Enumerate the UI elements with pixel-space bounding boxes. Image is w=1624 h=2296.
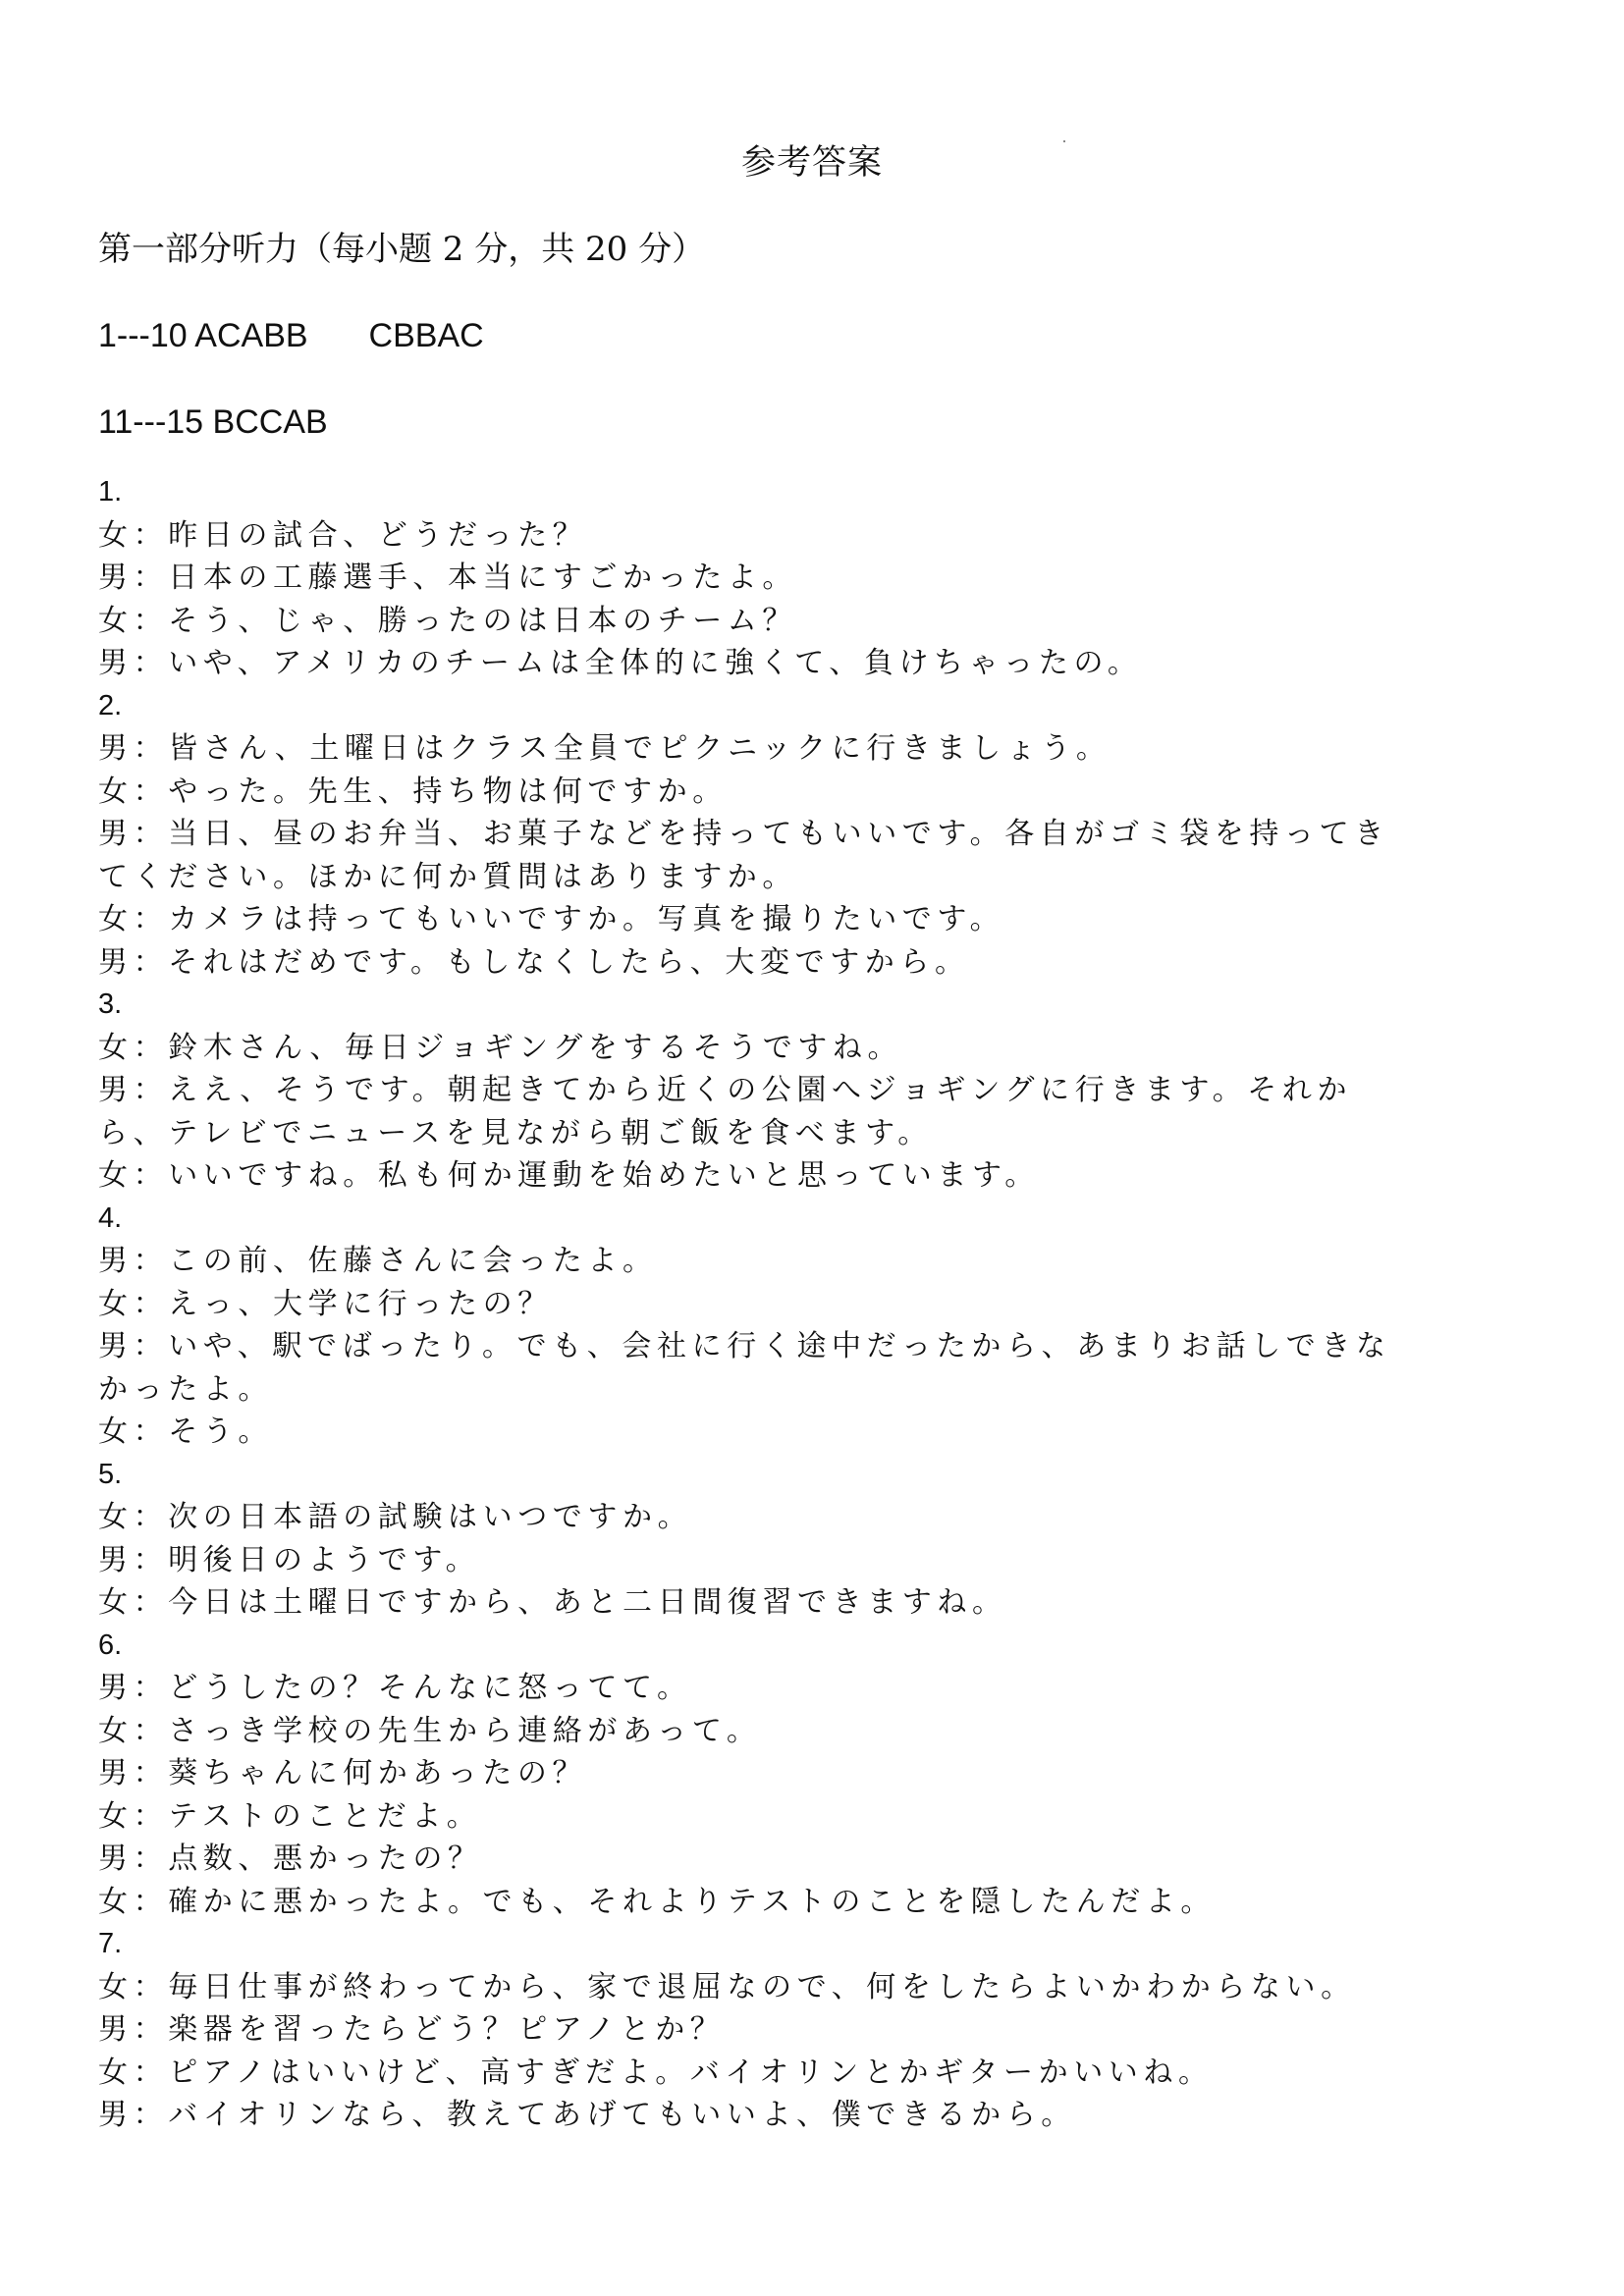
dialog-line: 男：バイオリンなら、教えてあげてもいいよ、僕できるから。 [98, 2098, 1076, 2132]
dialog-line: 女：やった。先生、持ち物は何ですか。 [98, 774, 728, 809]
dialog-line: 男：いや、アメリカのチームは全体的に強くて、負けちゃったの。 [98, 646, 1143, 680]
dialog-line: 女：確かに悪かったよ。でも、それよりテストのことを隠したんだよ。 [98, 1884, 1216, 1919]
dialog-line: 男：明後日のようです。 [98, 1542, 481, 1577]
dialog-line: 女：そう、じゃ、勝ったのは日本のチーム？ [98, 603, 797, 638]
dialog-line: 男：葵ちゃんに何かあったの？ [98, 1756, 588, 1790]
dialog-line: 男：皆さん、土曜日はクラス全員でピクニックに行きましょう。 [98, 731, 1111, 766]
dialog-line: 男：点数、悪かったの？ [98, 1842, 483, 1876]
dialog-block [98, 1198, 1394, 1454]
dialog-number: 5. [98, 1458, 123, 1490]
dialog-line: 男：いや、駅でばったり。でも、会社に行く途中だったから、あまりお話しできなかったよ。 [98, 1329, 1391, 1407]
dialog-line: 女：次の日本語の試験はいつですか。 [98, 1500, 693, 1534]
dialog-line: 女：毎日仕事が終わってから、家で退屈なので、何をしたらよいかわからない。 [98, 1969, 1356, 2004]
dialog-line: 男：この前、佐藤さんに会ったよ。 [98, 1244, 658, 1278]
page-title: 参考答案 [740, 143, 883, 183]
dialog-line: 男：日本の工藤選手、本当にすごかったよ。 [98, 561, 797, 595]
dialog-number: 2. [98, 689, 123, 721]
dialog-number: 6. [98, 1629, 123, 1661]
dialog-number: 4. [98, 1201, 123, 1234]
dialog-line: 男：当日、昼のお弁当、お菓子などを持ってもいいです。各自がゴミ袋を持ってきてください。ほかに何か質問はありますか。 [98, 817, 1389, 894]
dialog-block [98, 685, 1394, 985]
dialog-line: 女：いいですね。私も何か運動を始めたいと思っています。 [98, 1158, 1040, 1193]
dialog-block [98, 984, 1394, 1198]
dialog-line: 男：楽器を習ったらどう？ピアノとか？ [98, 2012, 726, 2047]
dialog-line: 女：ピアノはいいけど、高すぎだよ。バイオリンとかギターかいいね。 [98, 2055, 1214, 2090]
dialog-number: 1. [98, 476, 123, 507]
dialog-line: 女：テストのことだよ。 [98, 1798, 482, 1834]
dialog-line: 女：昨日の試合、どうだった？ [98, 517, 588, 553]
answer-group: BCCAB [212, 403, 328, 441]
dialog-line: 女：カメラは持ってもいいですか。写真を撮りたいです。 [98, 902, 1005, 936]
dialog-block [98, 471, 1394, 685]
dialog-block [98, 1625, 1394, 1924]
dialog-block [98, 1923, 1394, 2137]
listening-script [98, 471, 1394, 2137]
dialog-block [98, 1454, 1394, 1625]
dialog-number: 7. [98, 1928, 123, 1959]
answer-key-row [98, 400, 328, 444]
answer-range: 11---15 [98, 403, 204, 441]
dialog-number: 3. [98, 988, 123, 1020]
answer-range: 1---10 [98, 317, 188, 354]
dialog-line: 女：鈴木さん、毎日ジョギングをするそうですね。 [98, 1030, 903, 1065]
answer-group: ACABB [194, 317, 308, 354]
dialog-line: 女：さっき学校の先生から連絡があって。 [98, 1713, 762, 1748]
dialog-line: 女：そう。 [98, 1415, 273, 1449]
dialog-line: 男：それはだめです。もしなくしたら、大変ですから。 [98, 944, 970, 980]
answer-key-row [98, 314, 484, 357]
dialog-line: 女：今日は土曜日ですから、あと二日間復習できますね。 [98, 1585, 1007, 1620]
answer-group: CBBAC [368, 317, 484, 354]
dialog-line: 女：えっ、大学に行ったの？ [98, 1286, 553, 1321]
dialog-line: 男：どうしたの？そんなに怒ってて。 [98, 1671, 692, 1705]
section-heading-listening: 第一部分听力（每小题 2 分，共 20 分） [98, 230, 706, 269]
dialog-line: 男：ええ、そうです。朝起きてから近くの公園へジョギングに行きます。それから、テレビでニュースを見ながら朝ご飯を食べます。 [98, 1073, 1353, 1150]
